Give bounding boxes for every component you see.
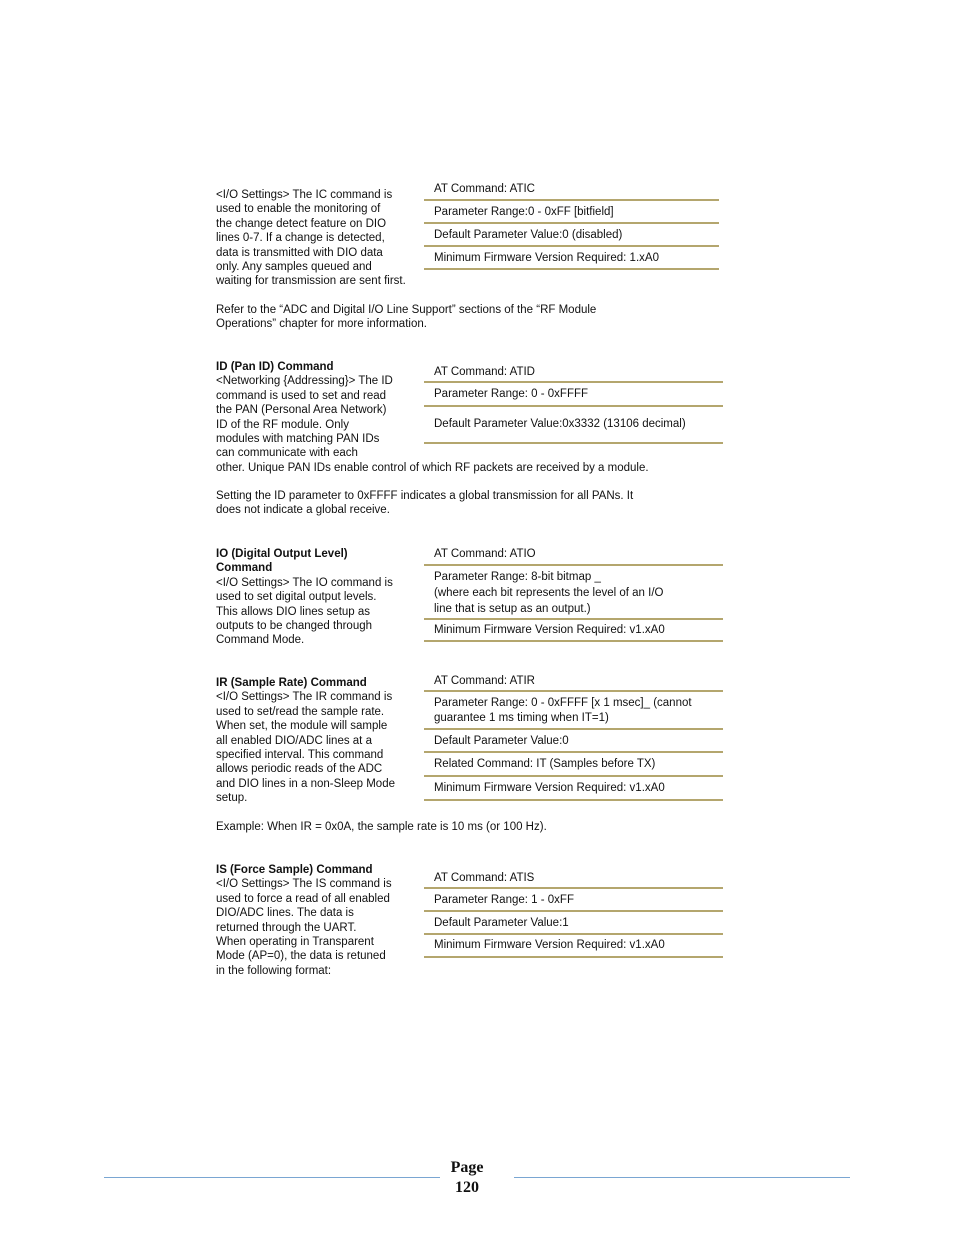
page-number: 120 [455, 1179, 479, 1196]
table-row: Parameter Range: 1 - 0xFF [424, 889, 723, 912]
ic-parameter-table [424, 180, 719, 270]
is-section-text: IS (Force Sample) Command <I/O Settings> The IS command is used to force a read of all enabled DIO/ADC lines. The data is returned through the UART. When operating in Transparent Mode (AP=0), the data is retuned in the following format: [216, 864, 392, 977]
id-parameter-table [424, 362, 723, 444]
table-row: Related Command: IT (Samples before TX) [424, 753, 723, 777]
io-command-title: IO (Digital Output Level) [216, 548, 348, 560]
is-parameter-table [424, 868, 723, 958]
ic-note: Refer to the “ADC and Digital I/O Line Support” sections of the “RF Module Operations” chapter for more information. [216, 304, 597, 331]
table-row: Minimum Firmware Version Required: v1.xA0 [424, 620, 723, 642]
table-row: AT Command: ATIC [424, 180, 719, 201]
table-row: AT Command: ATID [424, 362, 723, 383]
id-note: Setting the ID parameter to 0xFFFF indicates a global transmission for all PANs. It does not indicate a global receive. [216, 490, 634, 517]
table-row: Minimum Firmware Version Required: v1.xA0 [424, 935, 723, 958]
table-row: Default Parameter Value:0 (disabled) [424, 224, 719, 247]
table-row: Minimum Firmware Version Required: v1.xA0 [424, 777, 723, 801]
footer-rule-right [514, 1177, 850, 1178]
ir-command-title: IR (Sample Rate) Command [216, 677, 367, 689]
table-row: Parameter Range: 8-bit bitmap _ (where each bit represents the level of an I/O line that is setup as an output.) [424, 566, 723, 620]
table-row: Default Parameter Value:0 [424, 730, 723, 753]
table-row: AT Command: ATIR [424, 671, 723, 692]
table-row: Parameter Range: 0 - 0xFFFF [x 1 msec]_ (cannot guarantee 1 ms timing when IT=1) [424, 692, 723, 730]
table-row: Parameter Range:0 - 0xFF [bitfield] [424, 201, 719, 224]
page-label: Page [450, 1159, 484, 1176]
table-row: Parameter Range: 0 - 0xFFFF [424, 383, 723, 407]
ir-parameter-table [424, 671, 723, 801]
io-section-text: IO (Digital Output Level) Command <I/O Settings> The IO command is used to set digital output levels. This allows DIO lines setup as outputs to be changed through Command Mode. [216, 548, 393, 647]
ic-description: <I/O Settings> The IC command is used to enable the monitoring of the change detect feature on DIO lines 0-7. If a change is detected, data is transmitted with DIO data only. Any samples queued and waiting for transmission are sent first. [216, 189, 406, 288]
table-row: Default Parameter Value:1 [424, 912, 723, 935]
table-row: Default Parameter Value:0x3332 (13106 decimal) [424, 407, 723, 444]
io-parameter-table [424, 544, 723, 642]
id-section-text: ID (Pan ID) Command <Networking {Addressing}> The ID command is used to set and read the PAN (Personal Area Network) ID of the RF module. Only modules with matching PAN IDs can communicate with each other. Unique PAN IDs enable control of which RF packets are received by a module. [216, 361, 649, 474]
table-row: Minimum Firmware Version Required: 1.xA0 [424, 247, 719, 270]
footer-rule-left [104, 1177, 440, 1178]
id-command-title: ID (Pan ID) Command [216, 361, 334, 373]
is-command-title: IS (Force Sample) Command [216, 864, 373, 876]
table-row: AT Command: ATIS [424, 868, 723, 889]
ir-example-note: Example: When IR = 0x0A, the sample rate is 10 ms (or 100 Hz). [216, 821, 547, 833]
table-row: AT Command: ATIO [424, 544, 723, 566]
ir-section-text: IR (Sample Rate) Command <I/O Settings> The IR command is used to set/read the sample rate. When set, the module will sample all enabled DIO/ADC lines at a specified interval. This command allows periodic reads of the ADC and DIO lines in a non-Sleep Mode setup. [216, 677, 395, 805]
